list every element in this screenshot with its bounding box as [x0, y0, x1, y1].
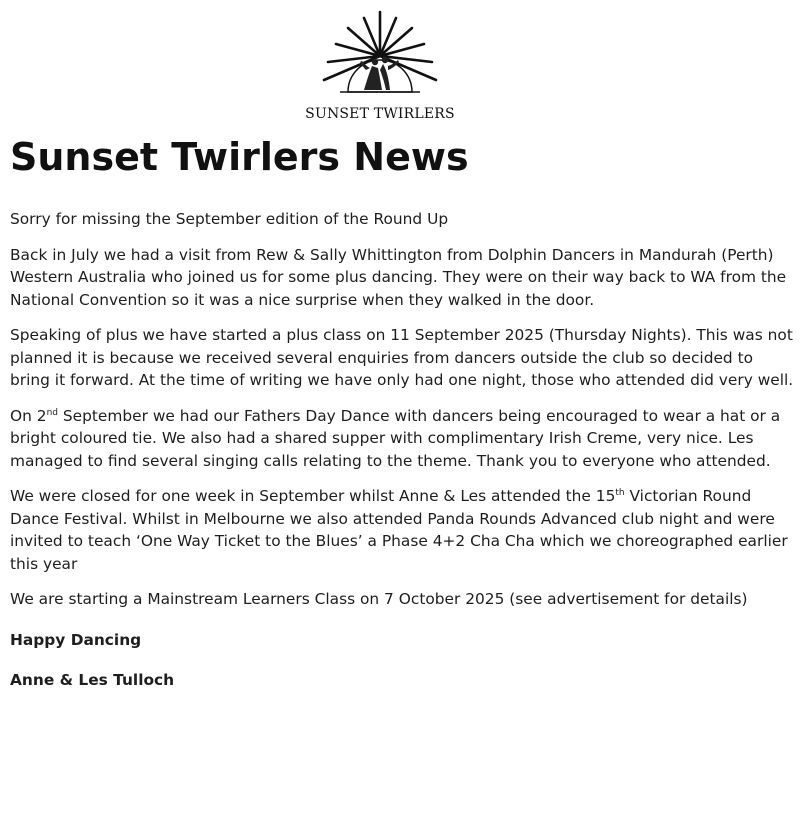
- signature: Anne & Les Tulloch: [10, 671, 175, 689]
- paragraph-festival: We were closed for one week in September whilst Anne & Les attended the 15th Victorian Round Dance Festival. Whilst in Melbourne we also attended Panda Rounds Advanced club night and were invited to teach ‘One Way Ticket to the Blues’ a Phase 4+2 Cha Cha which we choreographed earlier this year: [10, 487, 788, 573]
- club-logo: [290, 8, 470, 122]
- page-title: Sunset Twirlers News: [10, 135, 469, 179]
- paragraph-visit: Back in July we had a visit from Rew & Sally Whittington from Dolphin Dancers in Mandurah (Perth) Western Australia who joined us for some plus dancing. They were on their way back to WA from the National Convention so it was a nice surprise when they walked in the door.: [10, 245, 787, 309]
- paragraph-fathers-day: On 2nd September we had our Fathers Day Dance with dancers being encouraged to wear a hat or a bright coloured tie. We also had a shared supper with complimentary Irish Creme, very nice. Les managed to find several singing calls relating to the theme. Thank you to everyone who attended.: [10, 406, 781, 470]
- paragraph-plus-class: Speaking of plus we have started a plus class on 11 September 2025 (Thursday Nights). This was not planned it is because we received several enquiries from dancers outside the club so decided to bring it forward. At the time of writing we have only had one night, those who attended did very well.: [10, 326, 794, 389]
- starburst-dancers-icon: [320, 8, 440, 100]
- paragraph-learners-class: We are starting a Mainstream Learners Class on 7 October 2025 (see advertisement for details): [10, 590, 748, 608]
- logo-caption: SUNSET TWIRLERS: [305, 106, 455, 122]
- closing-line: Happy Dancing: [10, 630, 142, 649]
- paragraph-apology: Sorry for missing the September edition of the Round Up: [10, 210, 449, 228]
- article-body: [10, 208, 795, 705]
